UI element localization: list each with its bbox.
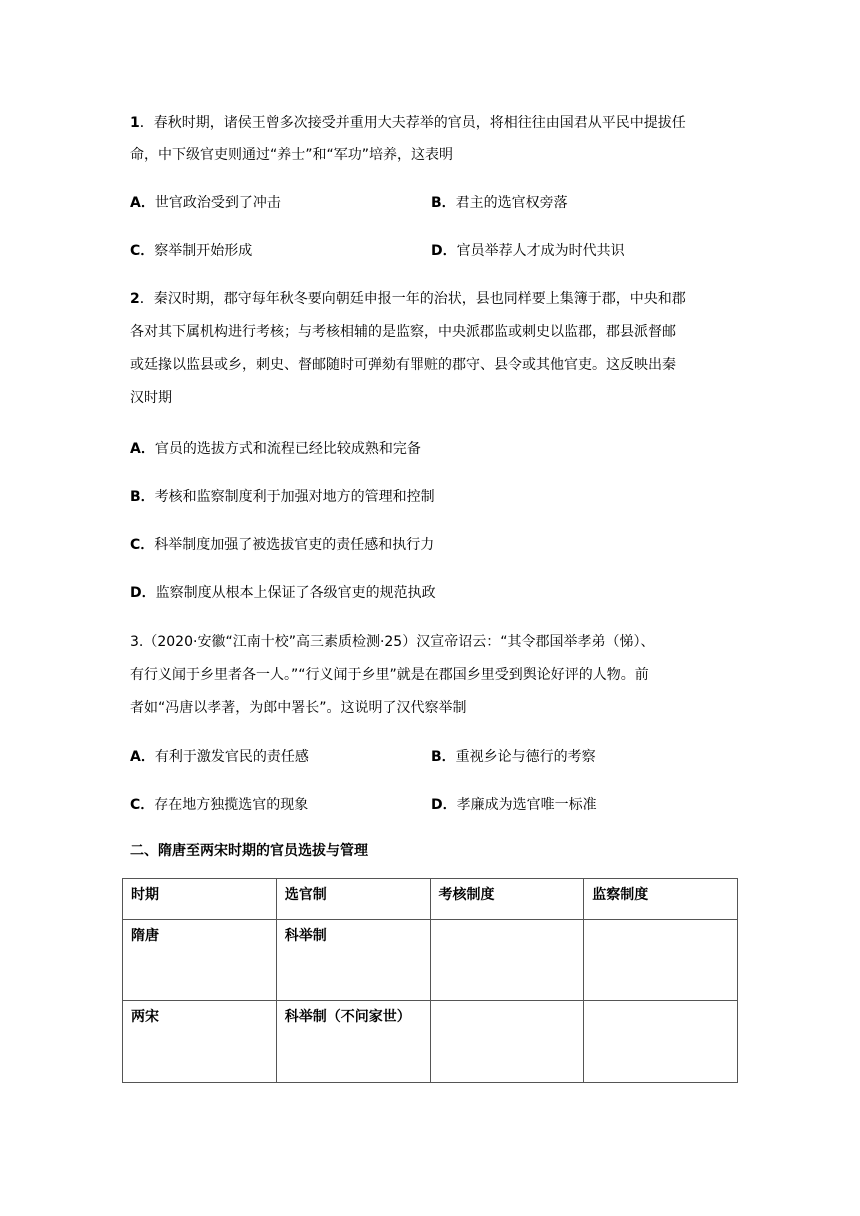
table-cell (584, 1001, 738, 1083)
table-header-cell: 时期 (123, 879, 277, 920)
q1-line2: 命，中下级官吏则通过“养士”和“军功”培养，这表明 (130, 147, 454, 163)
table-cell: 科举制 (276, 920, 430, 1001)
table-cell (430, 1001, 584, 1083)
q2-line1: 2．秦汉时期，郡守每年秋冬要向朝廷申报一年的治状，县也同样要上集簿于郡，中央和郡 (130, 291, 686, 307)
q3-line1: 3.（2020·安徽“江南十校”高三素质检测·25）汉宣帝诏云：“其令郡国举孝弟（悌）、 (130, 634, 655, 650)
table-row (123, 920, 738, 1001)
table-header-cell: 监察制度 (584, 879, 738, 920)
table-header-cell: 选官制 (276, 879, 430, 920)
table-cell: 科举制（不问家世） (276, 1001, 430, 1083)
q2-option-d: D．监察制度从根本上保证了各级官吏的规范执政 (130, 585, 436, 601)
table-cell: 隋唐 (123, 920, 277, 1001)
q3-option-a: A．有利于激发官民的责任感 (130, 749, 309, 765)
q1-option-a: A．世官政治受到了冲击 (130, 195, 281, 211)
q2-line4: 汉时期 (130, 390, 172, 406)
q2-option-c: C．科举制度加强了被选拔官吏的责任感和执行力 (130, 537, 435, 553)
q2-line2: 各对其下属机构进行考核；与考核相辅的是监察，中央派郡监或刺史以监郡，郡县派督邮 (130, 324, 676, 340)
table-header-cell: 考核制度 (430, 879, 584, 920)
q1-option-d: D．官员举荐人才成为时代共识 (431, 243, 625, 259)
section-heading: 二、隋唐至两宋时期的官员选拔与管理 (130, 843, 368, 859)
selection-system-table (122, 878, 738, 1083)
table-cell: 两宋 (123, 1001, 277, 1083)
q1-option-b: B．君主的选官权旁落 (431, 195, 568, 211)
q3-line3: 者如“冯唐以孝著，为郎中署长”。这说明了汉代察举制 (130, 700, 467, 716)
q2-option-b: B．考核和监察制度利于加强对地方的管理和控制 (130, 489, 435, 505)
q3-option-d: D．孝廉成为选官唯一标准 (431, 797, 597, 813)
q2-line3: 或廷掾以监县或乡，刺史、督邮随时可弹劾有罪赃的郡守、县令或其他官吏。这反映出秦 (130, 357, 676, 373)
table-cell (430, 920, 584, 1001)
q1-line1: 1．春秋时期，诸侯王曾多次接受并重用大夫荐举的官员，将相往往由国君从平民中提拔任 (130, 115, 686, 131)
table-header-row (123, 879, 738, 920)
q2-option-a: A．官员的选拔方式和流程已经比较成熟和完备 (130, 441, 421, 457)
q1-option-c: C．察举制开始形成 (130, 243, 253, 259)
q3-source: （2020·安徽“江南十校”高三素质检测·25） (143, 634, 417, 650)
q3-option-b: B．重视乡论与德行的考察 (431, 749, 596, 765)
table-cell (584, 920, 738, 1001)
q3-option-c: C．存在地方独揽选官的现象 (130, 797, 309, 813)
table-row (123, 1001, 738, 1083)
q3-line2: 有行义闻于乡里者各一人。”“行义闻于乡里”就是在郡国乡里受到舆论好评的人物。前 (130, 667, 649, 683)
